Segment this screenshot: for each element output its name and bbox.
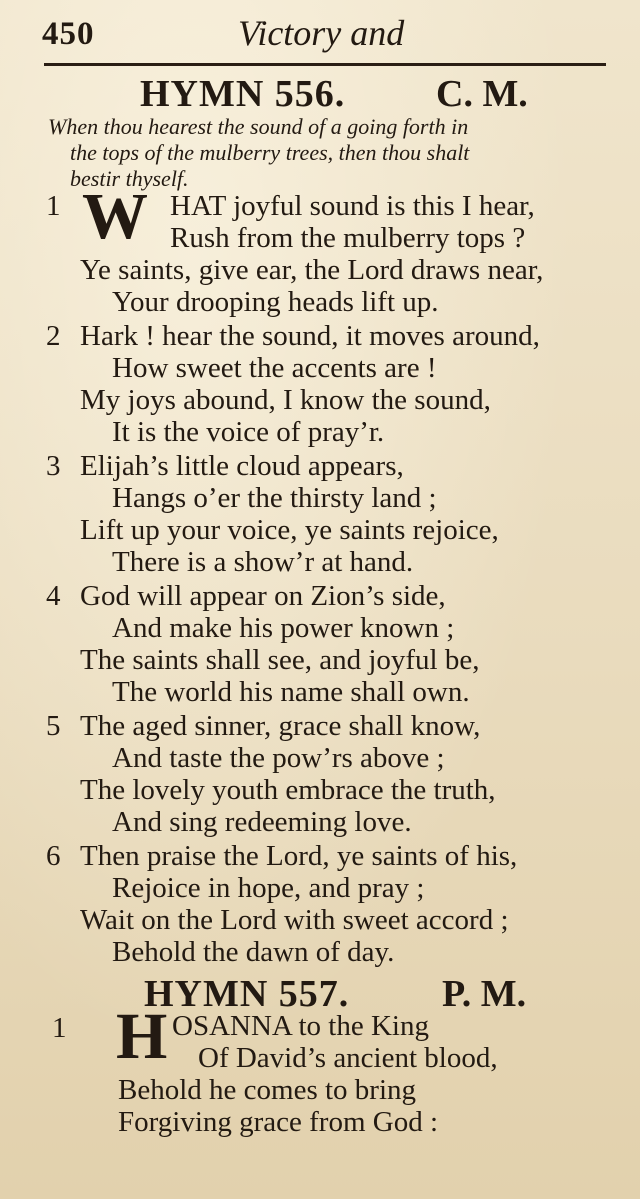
verse-line: God will appear on Zion’s side, <box>80 580 446 612</box>
verse-line: My joys abound, I know the sound, <box>80 384 491 416</box>
verse-number: 2 <box>46 320 61 352</box>
verse-line: Elijah’s little cloud appears, <box>80 450 404 482</box>
epigraph-line: bestir thyself. <box>70 166 189 191</box>
verse-line: Hark ! hear the sound, it moves around, <box>80 320 540 352</box>
header-rule <box>44 63 606 66</box>
verse-line: Wait on the Lord with sweet accord ; <box>80 904 509 936</box>
epigraph-line: the tops of the mulberry trees, then thou shalt <box>70 140 470 165</box>
verse-line: There is a show’r at hand. <box>112 546 414 578</box>
hymn-556-meter: C. M. <box>436 73 528 115</box>
verse-line: Rejoice in hope, and pray ; <box>112 872 425 904</box>
verse-line: And taste the pow’rs above ; <box>112 742 445 774</box>
verse-line: The lovely youth embrace the truth, <box>80 774 496 806</box>
epigraph-line: When thou hearest the sound of a going forth in <box>48 114 469 139</box>
page-number: 450 <box>42 16 95 52</box>
verse-line: How sweet the accents are ! <box>112 352 437 384</box>
verse-number: 4 <box>46 580 61 612</box>
verse-line: The aged sinner, grace shall know, <box>80 710 481 742</box>
verse-line: Behold the dawn of day. <box>112 936 395 968</box>
verse-line: Forgiving grace from God : <box>118 1106 439 1138</box>
verse-line: Behold he comes to bring <box>118 1074 417 1106</box>
verse-line: Lift up your voice, ye saints rejoice, <box>80 514 499 546</box>
hymn-557-title: HYMN 557. <box>144 973 350 1015</box>
verse-line: The world his name shall own. <box>112 676 470 708</box>
hymn-557-meter: P. M. <box>442 973 527 1015</box>
verse-line: Rush from the mulberry tops ? <box>170 222 526 254</box>
verse-line: And sing redeeming love. <box>112 806 412 838</box>
drop-cap-h: H <box>116 1000 168 1073</box>
verse-number: 3 <box>46 450 61 482</box>
hymn-556-title: HYMN 556. <box>140 73 346 115</box>
verse-line: Then praise the Lord, ye saints of his, <box>80 840 518 872</box>
verse-number: 1 <box>46 190 61 222</box>
verse-line: It is the voice of pray’r. <box>112 416 385 448</box>
drop-cap-w: W <box>82 180 148 253</box>
verse-number: 1 <box>52 1012 67 1044</box>
running-head: Victory and <box>238 13 405 53</box>
verse-line: Ye saints, give ear, the Lord draws near, <box>80 254 544 286</box>
verse-line: And make his power known ; <box>112 612 455 644</box>
verse-line: Of David’s ancient blood, <box>198 1042 498 1074</box>
verse-line: OSANNA to the King <box>172 1010 429 1042</box>
verse-number: 5 <box>46 710 61 742</box>
verse-number: 6 <box>46 840 61 872</box>
verse-line: HAT joyful sound is this I hear, <box>170 190 535 222</box>
verse-line: Hangs o’er the thirsty land ; <box>112 482 437 514</box>
verse-line: The saints shall see, and joyful be, <box>80 644 480 676</box>
verse-line: Your drooping heads lift up. <box>112 286 439 318</box>
